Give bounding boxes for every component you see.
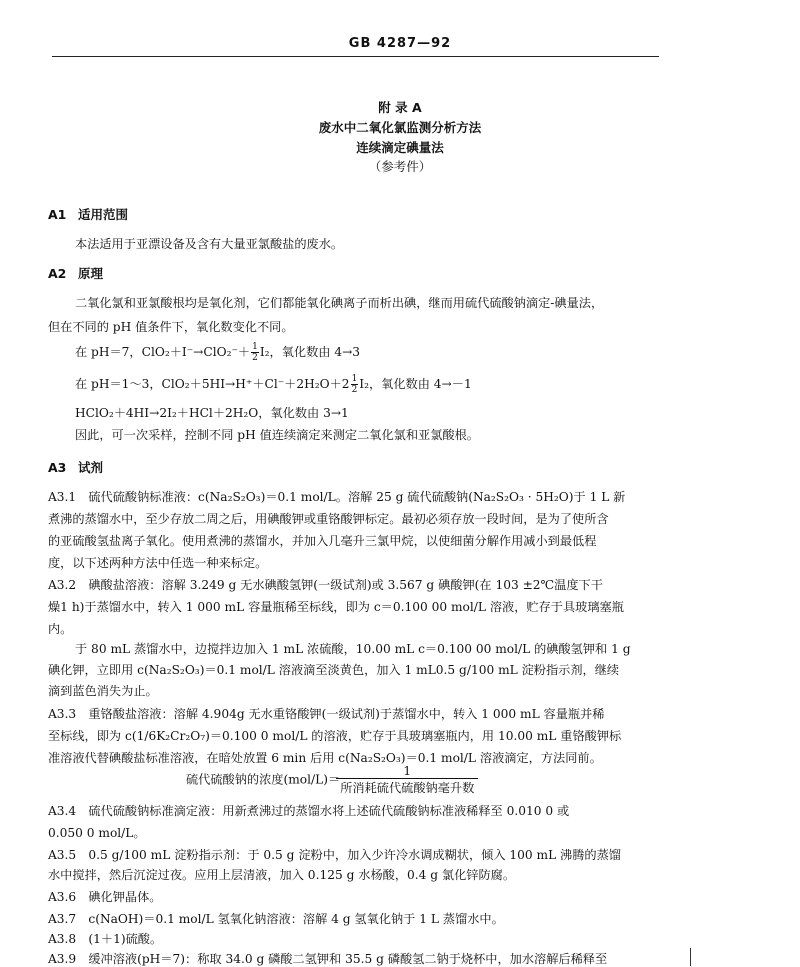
a32-line: 滴到蓝色消失为止。 bbox=[48, 684, 158, 698]
a31-line: A3.1 硫代硫酸钠标准液：c(Na₂S₂O₃)＝0.1 mol/L。溶解 25 g 硫代硫酸钠(Na₂S₂O₃ · 5H₂O)于 1 L 新 bbox=[48, 490, 626, 504]
formula-numerator: 1 bbox=[336, 764, 478, 779]
a37-line: A3.7 c(NaOH)＝0.1 mol/L 氢氧化钠溶液：溶解 4 g 氢氧化钠于 1 L 蒸馏水中。 bbox=[48, 912, 504, 926]
a32-line: 燥1 h)于蒸馏水中，转入 1 000 mL 容量瓶稀至标线，即为 c＝0.100 00 mol/L 溶液，贮存于具玻璃塞瓶 bbox=[48, 600, 624, 614]
section-title: 试剂 bbox=[78, 460, 104, 475]
a33-line: 至标线，即为 c(1/6K₂Cr₂O₇)＝0.100 0 mol/L 的溶液，贮存于具玻璃塞瓶内，用 10.00 mL 重铬酸钾标 bbox=[48, 729, 622, 743]
section-number: A1 bbox=[48, 207, 67, 222]
a34-line: A3.4 硫代硫酸钠标准滴定液：用新煮沸过的蒸馏水将上述硫代硫酸钠标准液稀释至 0.010 0 或 bbox=[48, 804, 570, 818]
a31-line: 煮沸的蒸馏水中，至少存放二周之后，用碘酸钾或重铬酸钾标定。最初必须存放一段时间，是为了使所含 bbox=[48, 512, 609, 526]
section-number: A2 bbox=[48, 266, 67, 281]
section-number: A3 bbox=[48, 460, 67, 475]
a33-line: 准溶液代替碘酸盐标准溶液，在暗处放置 6 min 后用 c(Na₂S₂O₃)＝0.1 mol/L 溶液滴定，方法同前。 bbox=[48, 751, 602, 765]
appendix-subtitle: 连续滴定碘量法 bbox=[356, 140, 444, 155]
a35-line: A3.5 0.5 g/100 mL 淀粉指示剂：于 0.5 g 淀粉中，加入少许冷水调成糊状，倾入 100 mL 沸腾的蒸馏 bbox=[48, 848, 621, 862]
equation-part: 在 pH＝7，ClO₂＋I⁻→ClO₂⁻＋ bbox=[75, 345, 251, 359]
a36-line: A3.6 碘化钾晶体。 bbox=[48, 890, 162, 904]
a2-equation-2 bbox=[75, 374, 472, 395]
a32-line: 碘化钾，立即用 c(Na₂S₂O₃)＝0.1 mol/L 溶液滴至淡黄色，加入 1 mL0.5 g/100 mL 淀粉指示剂，继续 bbox=[48, 663, 620, 677]
a2-equation-3: HClO₂＋4HI→2I₂＋HCl＋2H₂O，氧化数由 3→1 bbox=[75, 406, 349, 420]
fraction-numerator: 1 bbox=[351, 374, 358, 384]
section-title: 适用范围 bbox=[78, 207, 129, 222]
section-a1-heading bbox=[48, 205, 128, 223]
a32-line: 内。 bbox=[48, 622, 73, 636]
a2-paragraph-2: 但在不同的 pH 值条件下，氧化数变化不同。 bbox=[48, 320, 294, 334]
a2-paragraph-1: 二氧化氯和亚氯酸根均是氧化剂，它们都能氧化碘离子而析出碘，继而用硫代硫酸钠滴定-碘量法， bbox=[75, 296, 604, 310]
a38-line: A3.8 (1＋1)硫酸。 bbox=[48, 932, 163, 946]
concentration-formula bbox=[186, 764, 474, 796]
half-fraction bbox=[251, 342, 259, 363]
a32-line: 于 80 mL 蒸馏水中，边搅拌边加入 1 mL 浓硫酸，10.00 mL c＝0.100 00 mol/L 的碘酸氢钾和 1 g bbox=[75, 642, 631, 656]
a1-text: 本法适用于亚漂设备及含有大量亚氯酸盐的废水。 bbox=[75, 237, 344, 251]
a34-line: 0.050 0 mol/L。 bbox=[48, 826, 146, 840]
formula-fraction bbox=[340, 764, 474, 796]
equation-part: I₂，氧化数由 4→3 bbox=[259, 345, 361, 359]
a2-equation-1 bbox=[75, 342, 360, 363]
equation-part: 在 pH＝1～3，ClO₂＋5HI→H⁺＋Cl⁻＋2H₂O＋2 bbox=[75, 377, 350, 391]
equation-part: I₂，氧化数由 4→－1 bbox=[359, 377, 472, 391]
a39-line: A3.9 缓冲溶液(pH＝7)：称取 34.0 g 磷酸二氢钾和 35.5 g 磷酸氢二钠于烧杯中，加水溶解后稀释至 bbox=[48, 952, 608, 966]
section-a3-heading bbox=[48, 458, 103, 476]
a31-line: 度，以下述两种方法中任选一种来标定。 bbox=[48, 556, 268, 570]
page-header: GB 4287—92 bbox=[348, 36, 452, 51]
appendix-label: 附 录 A bbox=[378, 100, 422, 115]
formula-denominator: 所消耗硫代硫酸钠毫升数 bbox=[340, 781, 475, 795]
appendix-note: （参考件） bbox=[368, 159, 432, 174]
section-a2-heading bbox=[48, 264, 103, 282]
formula-lhs: 硫代硫酸钠的浓度(mol/L)＝ bbox=[186, 772, 341, 787]
a35-line: 水中搅拌，然后沉淀过夜。应用上层清液，加入 0.125 g 水杨酸，0.4 g 氯化锌防腐。 bbox=[48, 868, 516, 882]
a31-line: 的亚硫酸氢盐离子氧化。使用煮沸的蒸馏水，并加入几毫升三氯甲烷，以使细菌分解作用减小到最低程 bbox=[48, 534, 597, 548]
a33-line: A3.3 重铬酸盐溶液：溶解 4.904g 无水重铬酸钾(一级试剂)于蒸馏水中，转入 1 000 mL 容量瓶并稀 bbox=[48, 707, 605, 721]
appendix-title: 废水中二氧化氯监测分析方法 bbox=[318, 120, 482, 135]
a32-line: A3.2 碘酸盐溶液：溶解 3.249 g 无水碘酸氢钾(一级试剂)或 3.567 g 碘酸钾(在 103 ±2℃温度下干 bbox=[48, 578, 603, 592]
section-title: 原理 bbox=[78, 266, 104, 281]
fraction-numerator: 1 bbox=[252, 342, 258, 352]
fraction-denominator: 2 bbox=[252, 353, 258, 363]
header-rule bbox=[52, 56, 659, 57]
fraction-denominator: 2 bbox=[351, 385, 358, 395]
page-edge-mark bbox=[690, 948, 731, 966]
half-fraction bbox=[351, 374, 359, 395]
a2-paragraph-3: 因此，可一次采样，控制不同 pH 值连续滴定来测定二氧化氯和亚氯酸根。 bbox=[75, 428, 479, 442]
